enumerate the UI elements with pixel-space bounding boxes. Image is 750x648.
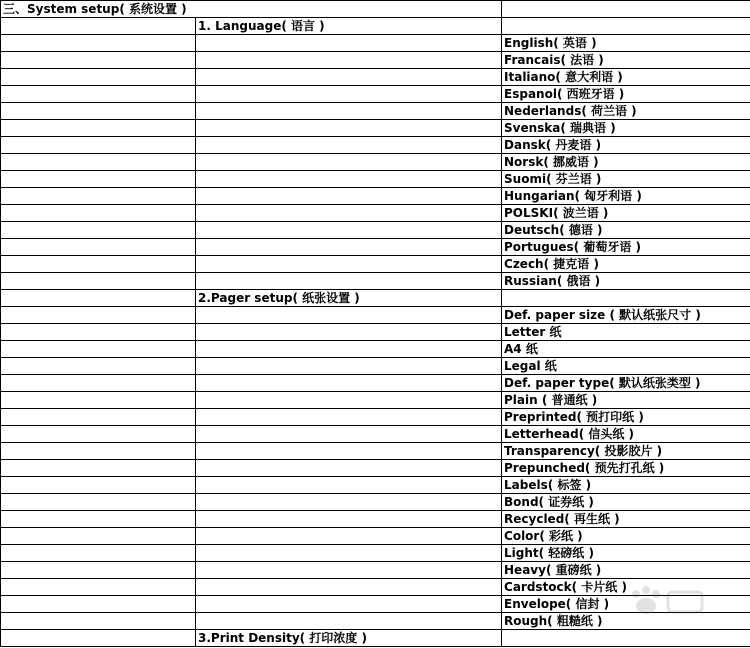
empty-cell[interactable] <box>196 528 502 545</box>
empty-cell[interactable] <box>196 460 502 477</box>
option-row <box>1 120 750 137</box>
empty-cell[interactable] <box>1 154 196 171</box>
option-cell[interactable]: Labels( 标签 ) <box>502 477 750 494</box>
option-cell[interactable]: Russian( 俄语 ) <box>502 273 750 290</box>
option-cell[interactable]: Def. paper size ( 默认纸张尺寸 ) <box>502 307 750 324</box>
option-cell[interactable]: Italiano( 意大利语 ) <box>502 69 750 86</box>
option-cell[interactable]: Francais( 法语 ) <box>502 52 750 69</box>
empty-cell[interactable] <box>1 103 196 120</box>
option-row <box>1 528 750 545</box>
empty-cell[interactable] <box>1 562 196 579</box>
option-cell[interactable]: Dansk( 丹麦语 ) <box>502 137 750 154</box>
option-row <box>1 392 750 409</box>
empty-cell[interactable] <box>1 86 196 103</box>
option-cell[interactable]: Color( 彩纸 ) <box>502 528 750 545</box>
option-row <box>1 307 750 324</box>
empty-cell[interactable] <box>196 273 502 290</box>
empty-cell[interactable] <box>1 579 196 596</box>
option-row <box>1 562 750 579</box>
empty-cell[interactable] <box>1 409 196 426</box>
option-cell[interactable]: Czech( 捷克语 ) <box>502 256 750 273</box>
option-row <box>1 426 750 443</box>
empty-cell[interactable] <box>196 409 502 426</box>
empty-cell[interactable] <box>196 103 502 120</box>
empty-cell[interactable] <box>196 392 502 409</box>
empty-cell[interactable] <box>1 171 196 188</box>
option-row <box>1 35 750 52</box>
empty-cell[interactable] <box>196 443 502 460</box>
option-cell[interactable]: A4 纸 <box>502 341 750 358</box>
option-row <box>1 494 750 511</box>
empty-cell[interactable] <box>1 52 196 69</box>
option-row <box>1 375 750 392</box>
empty-cell[interactable] <box>1 205 196 222</box>
option-row <box>1 69 750 86</box>
empty-cell[interactable] <box>1 69 196 86</box>
option-row <box>1 443 750 460</box>
option-cell[interactable]: Espanol( 西班牙语 ) <box>502 86 750 103</box>
option-cell[interactable]: Heavy( 重磅纸 ) <box>502 562 750 579</box>
empty-cell[interactable] <box>196 188 502 205</box>
empty-cell[interactable] <box>196 86 502 103</box>
empty-cell[interactable] <box>196 239 502 256</box>
empty-cell[interactable] <box>196 120 502 137</box>
empty-cell[interactable] <box>1 392 196 409</box>
empty-cell[interactable] <box>196 35 502 52</box>
section-title[interactable]: 三、System setup( 系统设置 ) <box>1 1 502 18</box>
empty-cell[interactable] <box>196 256 502 273</box>
empty-cell[interactable] <box>196 596 502 613</box>
empty-cell[interactable] <box>1 120 196 137</box>
option-cell[interactable]: Portugues( 葡萄牙语 ) <box>502 239 750 256</box>
group-header-row <box>1 290 750 307</box>
option-cell[interactable]: Transparency( 投影胶片 ) <box>502 443 750 460</box>
empty-cell[interactable] <box>196 324 502 341</box>
option-cell[interactable]: Rough( 粗糙纸 ) <box>502 613 750 630</box>
empty-cell[interactable] <box>196 426 502 443</box>
empty-cell[interactable] <box>1 511 196 528</box>
empty-cell[interactable] <box>1 630 196 647</box>
option-cell[interactable]: Light( 轻磅纸 ) <box>502 545 750 562</box>
option-row <box>1 409 750 426</box>
option-cell[interactable]: Def. paper type( 默认纸张类型 ) <box>502 375 750 392</box>
option-cell[interactable]: Plain ( 普通纸 ) <box>502 392 750 409</box>
option-row <box>1 341 750 358</box>
option-cell[interactable]: Preprinted( 预打印纸 ) <box>502 409 750 426</box>
empty-cell[interactable] <box>1 324 196 341</box>
group-header-row <box>1 18 750 35</box>
empty-cell[interactable] <box>1 426 196 443</box>
empty-cell[interactable] <box>196 375 502 392</box>
empty-cell[interactable] <box>196 477 502 494</box>
empty-cell[interactable] <box>196 562 502 579</box>
empty-cell[interactable] <box>502 18 750 35</box>
empty-cell[interactable] <box>1 596 196 613</box>
section-header-row <box>1 1 750 18</box>
empty-cell[interactable] <box>1 460 196 477</box>
option-row <box>1 52 750 69</box>
option-cell[interactable]: English( 英语 ) <box>502 35 750 52</box>
option-cell[interactable]: Norsk( 挪威语 ) <box>502 154 750 171</box>
group-title-cell[interactable]: 1. Language( 语言 ) <box>196 18 502 35</box>
empty-cell[interactable] <box>1 545 196 562</box>
option-cell[interactable]: Bond( 证券纸 ) <box>502 494 750 511</box>
empty-cell[interactable] <box>502 1 750 18</box>
option-row <box>1 188 750 205</box>
empty-cell[interactable] <box>196 154 502 171</box>
empty-cell[interactable] <box>502 630 750 647</box>
empty-cell[interactable] <box>196 171 502 188</box>
empty-cell[interactable] <box>1 137 196 154</box>
option-cell[interactable]: Letterhead( 信头纸 ) <box>502 426 750 443</box>
empty-cell[interactable] <box>196 137 502 154</box>
empty-cell[interactable] <box>1 477 196 494</box>
option-cell[interactable]: Hungarian( 匈牙利语 ) <box>502 188 750 205</box>
option-cell[interactable]: Suomi( 芬兰语 ) <box>502 171 750 188</box>
option-cell[interactable]: Prepunched( 预先打孔纸 ) <box>502 460 750 477</box>
empty-cell[interactable] <box>1 528 196 545</box>
option-row <box>1 205 750 222</box>
empty-cell[interactable] <box>1 188 196 205</box>
option-cell[interactable]: Svenska( 瑞典语 ) <box>502 120 750 137</box>
option-cell[interactable]: Letter 纸 <box>502 324 750 341</box>
empty-cell[interactable] <box>1 35 196 52</box>
group-title-cell[interactable]: 3.Print Density( 打印浓度 ) <box>196 630 502 647</box>
empty-cell[interactable] <box>1 494 196 511</box>
option-row <box>1 545 750 562</box>
option-row <box>1 324 750 341</box>
option-cell[interactable]: Envelope( 信封 ) <box>502 596 750 613</box>
option-cell[interactable]: Nederlands( 荷兰语 ) <box>502 103 750 120</box>
empty-cell[interactable] <box>196 358 502 375</box>
option-row <box>1 222 750 239</box>
empty-cell[interactable] <box>196 545 502 562</box>
option-row <box>1 103 750 120</box>
empty-cell[interactable] <box>196 341 502 358</box>
empty-cell[interactable] <box>1 358 196 375</box>
option-row <box>1 358 750 375</box>
empty-cell[interactable] <box>196 613 502 630</box>
empty-cell[interactable] <box>1 375 196 392</box>
empty-cell[interactable] <box>1 341 196 358</box>
empty-cell[interactable] <box>1 443 196 460</box>
option-cell[interactable]: Recycled( 再生纸 ) <box>502 511 750 528</box>
empty-cell[interactable] <box>196 222 502 239</box>
group-header-row <box>1 630 750 647</box>
option-cell[interactable]: Legal 纸 <box>502 358 750 375</box>
empty-cell[interactable] <box>196 579 502 596</box>
option-row <box>1 171 750 188</box>
empty-cell[interactable] <box>1 256 196 273</box>
paw-watermark-icon <box>626 584 706 618</box>
option-row <box>1 460 750 477</box>
empty-cell[interactable] <box>1 18 196 35</box>
option-cell[interactable]: Deutsch( 德语 ) <box>502 222 750 239</box>
option-row <box>1 511 750 528</box>
option-row <box>1 137 750 154</box>
empty-cell[interactable] <box>196 307 502 324</box>
option-cell[interactable]: POLSKI( 波兰语 ) <box>502 205 750 222</box>
empty-cell[interactable] <box>1 239 196 256</box>
empty-cell[interactable] <box>196 52 502 69</box>
empty-cell[interactable] <box>1 222 196 239</box>
option-row <box>1 86 750 103</box>
spreadsheet-body <box>1 1 750 647</box>
option-row <box>1 154 750 171</box>
empty-cell[interactable] <box>1 290 196 307</box>
empty-cell[interactable] <box>196 205 502 222</box>
option-row <box>1 239 750 256</box>
option-row <box>1 273 750 290</box>
empty-cell[interactable] <box>1 273 196 290</box>
option-row <box>1 256 750 273</box>
group-title-cell[interactable]: 2.Pager setup( 纸张设置 ) <box>196 290 502 307</box>
empty-cell[interactable] <box>196 69 502 86</box>
option-row <box>1 477 750 494</box>
empty-cell[interactable] <box>502 290 750 307</box>
empty-cell[interactable] <box>1 307 196 324</box>
empty-cell[interactable] <box>1 613 196 630</box>
empty-cell[interactable] <box>196 494 502 511</box>
option-cell[interactable]: Cardstock( 卡片纸 ) <box>502 579 750 596</box>
empty-cell[interactable] <box>196 511 502 528</box>
